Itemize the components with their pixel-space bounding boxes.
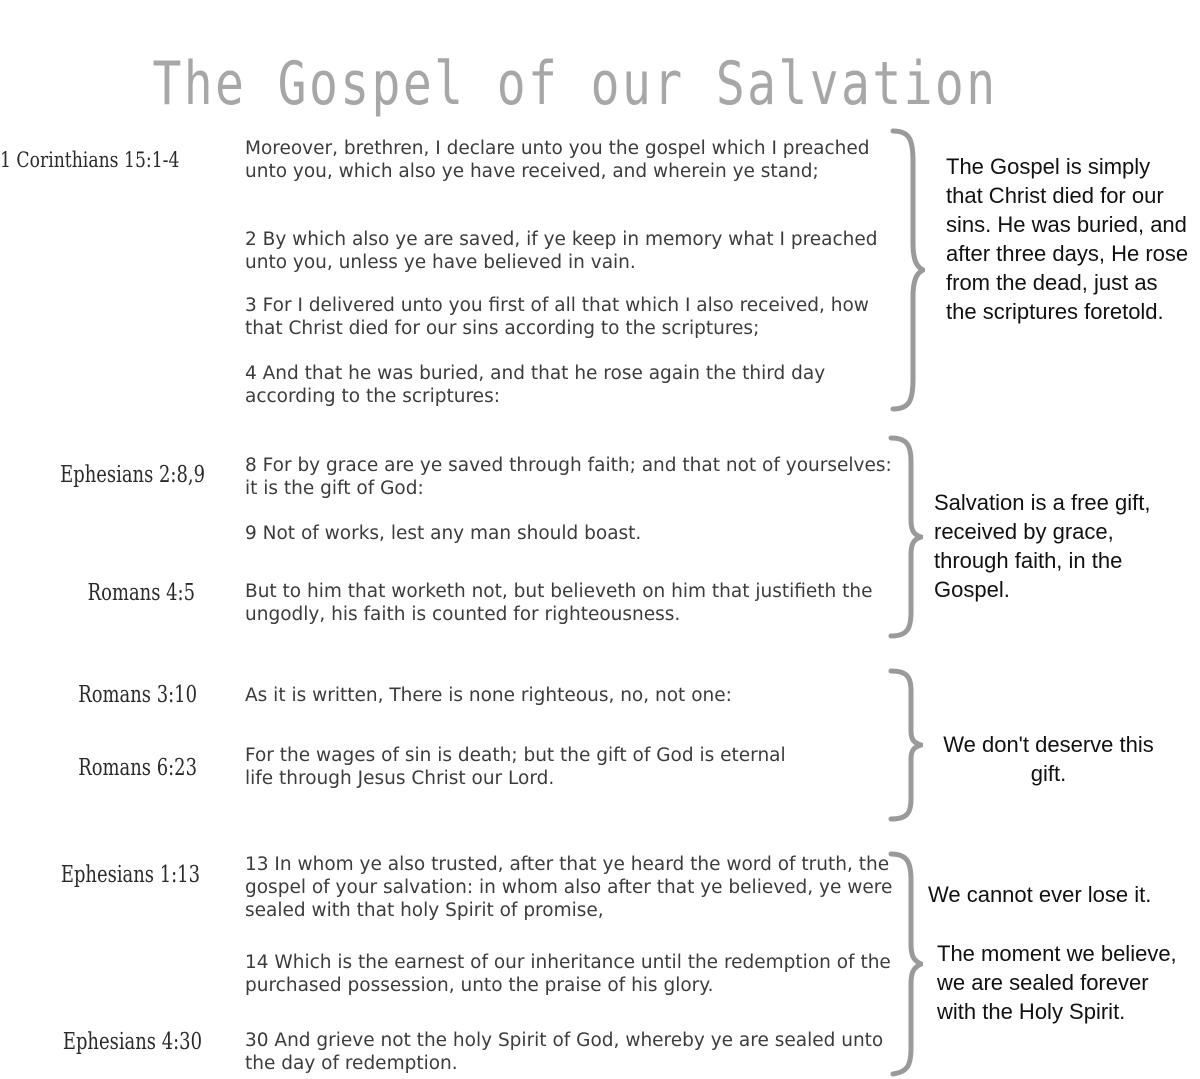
verse-1cor-15-2: 2 By which also ye are saved, if ye keep in memory what I preached unto you, unless ye have believed in vain.	[245, 229, 878, 273]
brace-section-2	[883, 432, 923, 642]
note-sealed-forever: The moment we believe, we are sealed forever with the Holy Spirit.	[937, 941, 1177, 1024]
brace-section-1	[885, 125, 925, 415]
brace-section-4	[883, 848, 923, 1078]
reference-romans-6-23: Romans 6:23	[78, 755, 197, 781]
verse-rom-4-5: But to him that worketh not, but believeth on him that justifieth the ungodly, his faith is counted for righteousness.	[245, 581, 873, 625]
verse-1cor-15-3: 3 For I delivered unto you first of all that which I also received, how that Christ died for our sins according to the scriptures;	[245, 295, 869, 339]
note-gospel-definition: The Gospel is simply that Christ died for our sins. He was buried, and after three days, He rose from the dead, just as the scriptures foretold.	[946, 154, 1189, 324]
verse-eph-4-30: 30 And grieve not the holy Spirit of God, whereby ye are sealed unto the day of redemption.	[245, 1030, 884, 1074]
verse-eph-2-9: 9 Not of works, lest any man should boast.	[245, 523, 642, 544]
verse-eph-1-14: 14 Which is the earnest of our inheritance until the redemption of the purchased possession, unto the praise of his glory.	[245, 952, 891, 996]
note-cannot-lose: We cannot ever lose it.	[928, 882, 1152, 907]
verse-1cor-15-1: Moreover, brethren, I declare unto you the gospel which I preached unto you, which also ye have received, and wherein ye stand;	[245, 138, 870, 182]
note-not-deserved: We don't deserve this gift.	[943, 732, 1154, 786]
reference-1-corinthians-15-1-4: 1 Corinthians 15:1-4	[0, 148, 180, 172]
verse-rom-6-23: For the wages of sin is death; but the gift of God is eternal life through Jesus Christ our Lord.	[245, 745, 786, 789]
verse-eph-1-13: 13 In whom ye also trusted, after that ye heard the word of truth, the gospel of your salvation: in whom also after that ye believed, ye were sealed with that holy Spirit of promise,	[245, 854, 893, 921]
note-free-gift: Salvation is a free gift, received by grace, through faith, in the Gospel.	[934, 490, 1151, 602]
brace-section-3	[883, 665, 923, 825]
verse-eph-2-8: 8 For by grace are ye saved through faith; and that not of yourselves: it is the gift of God:	[245, 455, 892, 499]
reference-ephesians-1-13: Ephesians 1:13	[60, 862, 200, 888]
reference-romans-3-10: Romans 3:10	[78, 682, 197, 708]
reference-ephesians-4-30: Ephesians 4:30	[62, 1029, 202, 1055]
verse-1cor-15-4: 4 And that he was buried, and that he rose again the third day according to the scriptures:	[245, 363, 826, 407]
reference-ephesians-2-8-9: Ephesians 2:8,9	[60, 462, 206, 488]
verse-rom-3-10: As it is written, There is none righteous, no, not one:	[245, 685, 732, 706]
reference-romans-4-5: Romans 4:5	[87, 580, 195, 606]
page-title: The Gospel of our Salvation	[152, 49, 998, 120]
